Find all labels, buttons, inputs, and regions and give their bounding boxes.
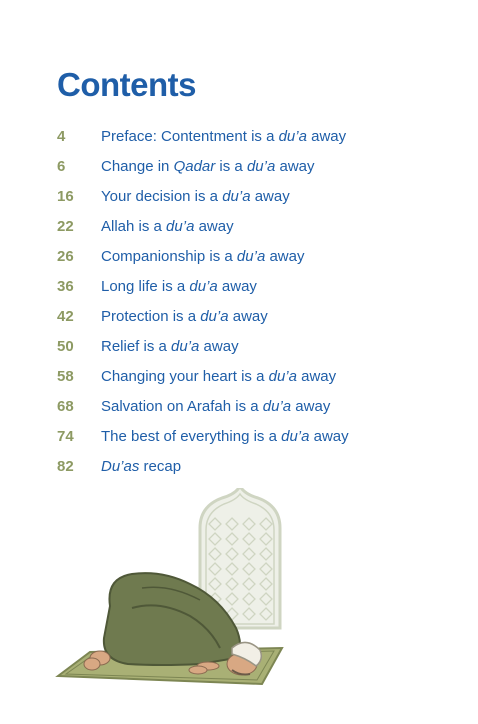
toc-entry-title-italic: du’a	[171, 338, 200, 355]
toc-entry	[57, 398, 349, 428]
toc-entry-title-text: Preface: Contentment is a	[101, 128, 279, 145]
toc-entry-title-text: away	[250, 188, 290, 205]
toc-page-number: 16	[57, 188, 74, 205]
toc-entry-title	[101, 398, 330, 415]
toc-entry-title-italic: du’a	[268, 368, 297, 385]
toc-page-number: 4	[57, 128, 66, 145]
toc-entry-title-text: away	[265, 248, 305, 265]
toc-entry-title-italic: du’a	[246, 158, 276, 175]
toc-entry	[57, 218, 349, 248]
prayer-prostration-illustration	[50, 488, 290, 696]
toc-entry-title	[101, 428, 349, 445]
toc-page-number: 42	[57, 308, 74, 325]
toc-page-number: 36	[57, 278, 74, 295]
toc-entry-title-text: Companionship is a	[101, 248, 237, 265]
toc-entry-title-text: Long life is a	[101, 278, 190, 295]
toc-entry-title-italic: du’a	[222, 188, 251, 205]
toc-entry	[57, 338, 349, 368]
toc-page-number: 6	[57, 158, 66, 175]
toc-page-number: 58	[57, 368, 74, 385]
toc-entry	[57, 158, 349, 188]
toc-entry	[57, 278, 349, 308]
toc-entry-title	[101, 218, 234, 235]
toc-entry	[57, 308, 349, 338]
toc-entry-title-text: Change in	[101, 158, 174, 175]
toc-entry	[57, 458, 349, 488]
toc-entry-title-text: away	[296, 368, 337, 385]
toc-entry-title-text: Allah is a	[101, 218, 167, 235]
toc-page-number: 74	[57, 428, 74, 445]
toc-entry-title	[101, 368, 336, 385]
toc-entry	[57, 368, 349, 398]
toc-page-number: 50	[57, 338, 74, 355]
toc-entry-title	[101, 158, 315, 175]
toc-entry	[57, 188, 349, 218]
toc-entry-title-text: Changing your heart is a	[101, 368, 269, 385]
toc-entry-title-italic: Du’as	[101, 458, 140, 475]
toc-page-number: 68	[57, 398, 74, 415]
toc-entry-title	[101, 128, 346, 145]
toc-entry-title-italic: du’a	[262, 398, 292, 415]
toc-entry-title-text: Your decision is a	[101, 188, 223, 205]
page-title: Contents	[57, 66, 196, 103]
toc-entry-title-text: Relief is a	[101, 338, 172, 355]
toc-entry-title-text: away	[309, 428, 349, 445]
toc-entry	[57, 128, 349, 158]
toc-page-number: 22	[57, 218, 74, 235]
toc-entry-title-text: away	[194, 218, 234, 235]
toc-page-number: 26	[57, 248, 74, 265]
toc-entry-title	[101, 248, 304, 265]
prayer-illustration	[50, 488, 290, 701]
toc-entry-title-text: Salvation on Arafah is a	[101, 398, 263, 415]
toc-entry-title-text: away	[291, 398, 331, 415]
toc-entry	[57, 248, 349, 278]
toc-entry-title-italic: du’a	[166, 218, 195, 235]
toc-page-number: 82	[57, 458, 74, 475]
toc-entry-title-text: Protection is a	[101, 308, 201, 325]
toc-entry-title-text: away	[217, 278, 257, 295]
toc-entry-title-italic: du’a	[200, 308, 229, 325]
table-of-contents	[57, 128, 349, 488]
toc-entry-title-italic: du’a	[189, 278, 218, 295]
toc-entry-title-text: away	[275, 158, 315, 175]
toc-entry-title-text: away	[306, 128, 347, 145]
toc-entry	[57, 428, 349, 458]
toc-entry-title	[101, 278, 257, 295]
toc-entry-title-text: away	[199, 338, 239, 355]
toc-entry-title-italic: du’a	[236, 248, 266, 265]
toc-entry-title-italic: du’a	[281, 428, 310, 445]
toc-entry-title-text: recap	[139, 458, 182, 475]
toc-entry-title-italic: Qadar	[173, 158, 216, 175]
toc-entry-title-text: is a	[215, 158, 247, 175]
toc-entry-title-text: The best of everything is a	[101, 428, 282, 445]
toc-entry-title	[101, 338, 239, 355]
toc-entry-title	[101, 188, 290, 205]
toc-entry-title-italic: du’a	[278, 128, 307, 145]
toc-entry-title-text: away	[228, 308, 268, 325]
toc-entry-title	[101, 458, 181, 475]
toc-entry-title	[101, 308, 268, 325]
